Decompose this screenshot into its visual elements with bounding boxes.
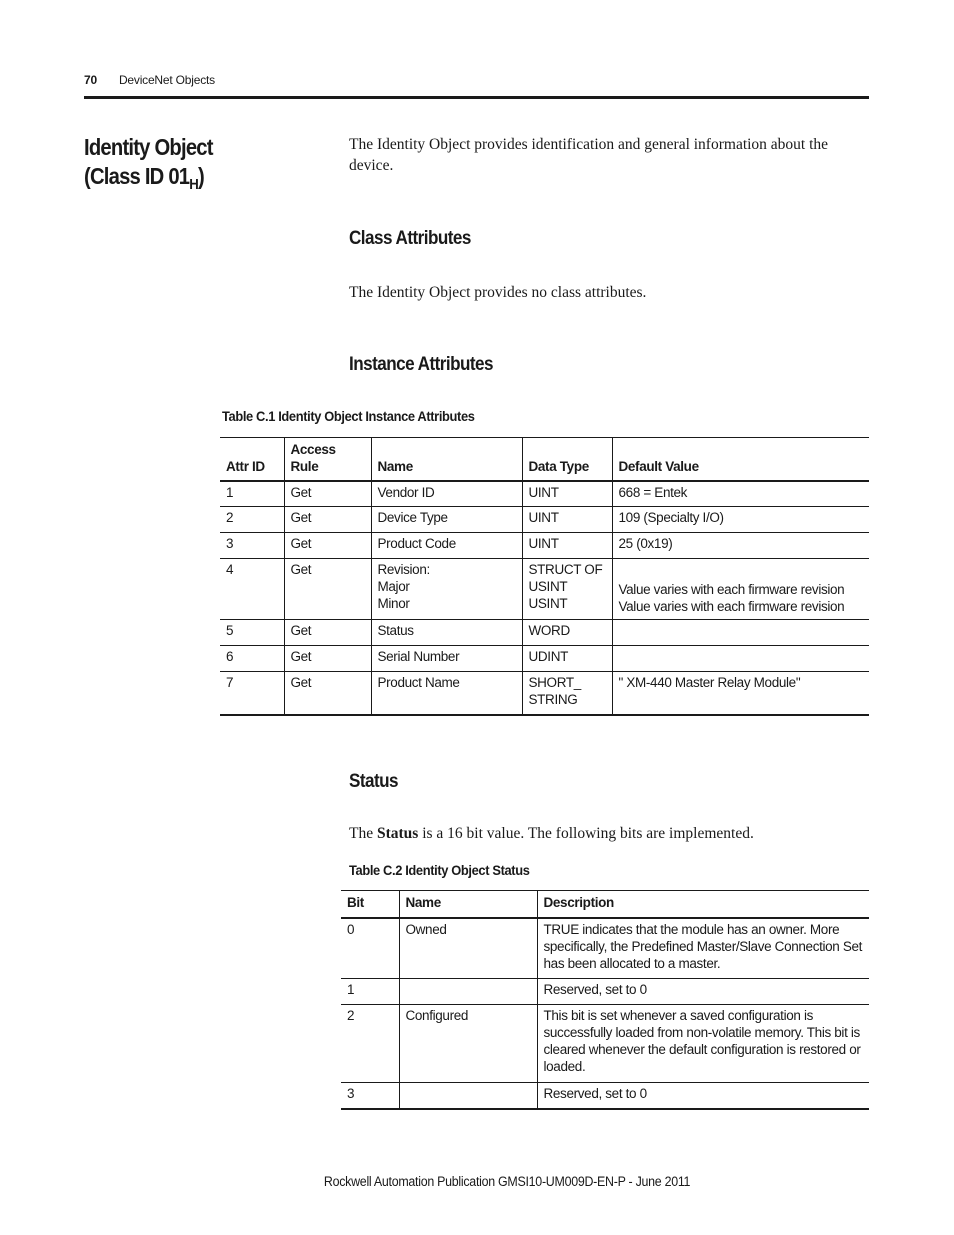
col-bit: Bit xyxy=(347,895,364,911)
col-name: Name xyxy=(371,438,522,481)
data-type-line: STRING xyxy=(528,692,578,707)
access-rule: Get xyxy=(284,620,371,646)
col-data-type: Data Type xyxy=(522,438,612,481)
data-type xyxy=(522,672,612,715)
default-value-line: Value varies with each firmware revision xyxy=(618,582,845,597)
default-value-line: Value varies with each firmware revision xyxy=(618,599,845,614)
default-value: 25 (0x19) xyxy=(612,533,869,559)
instance-attributes-table xyxy=(220,437,869,716)
default-value: " XM-440 Master Relay Module" xyxy=(612,672,869,715)
table-row xyxy=(220,507,869,533)
data-type: UDINT xyxy=(522,646,612,672)
title-suffix: ) xyxy=(198,163,204,189)
attr-name: Product Name xyxy=(371,672,522,715)
data-type-line: USINT xyxy=(528,596,568,611)
access-rule: Get xyxy=(284,559,371,620)
page-title-line1: Identity Object xyxy=(84,134,213,160)
page-number: 70 xyxy=(84,73,97,87)
data-type: UINT xyxy=(522,533,612,559)
data-type: UINT xyxy=(522,507,612,533)
page-title xyxy=(84,133,295,191)
status-table-caption: Table C.2 Identity Object Status xyxy=(349,862,530,878)
table-header-row xyxy=(220,438,869,481)
bit-number: 0 xyxy=(347,921,355,937)
attr-id: 2 xyxy=(226,510,234,525)
table-header-row xyxy=(341,891,869,918)
intro-paragraph: The Identity Object provides identification and general information about the device. xyxy=(349,136,829,174)
table-row xyxy=(220,672,869,715)
attr-name-line: Revision: xyxy=(377,562,430,577)
status-text-prefix: The xyxy=(349,825,377,842)
bit-number: 2 xyxy=(347,1008,355,1023)
col-access-rule xyxy=(284,438,371,481)
header-rule xyxy=(84,96,869,99)
default-value xyxy=(612,559,869,620)
attr-id: 3 xyxy=(226,536,234,551)
bit-number: 1 xyxy=(347,982,355,997)
bit-name xyxy=(399,979,537,1005)
status-table xyxy=(341,890,869,1110)
table-row xyxy=(220,533,869,559)
attr-name-line: Minor xyxy=(377,596,410,611)
bit-name: Configured xyxy=(399,1005,537,1083)
status-paragraph xyxy=(349,823,869,844)
instance-attributes-heading: Instance Attributes xyxy=(349,354,493,375)
attr-id: 7 xyxy=(226,675,234,690)
class-attributes-heading: Class Attributes xyxy=(349,228,471,249)
publication-info: Rockwell Automation Publication GMSI10-UM009D-EN-P - June 2011 xyxy=(323,1174,691,1189)
table-row xyxy=(341,1083,869,1109)
instance-table-caption: Table C.1 Identity Object Instance Attributes xyxy=(222,408,475,424)
attr-id: 6 xyxy=(226,649,234,664)
table-row xyxy=(220,620,869,646)
col-default-value: Default Value xyxy=(612,438,869,481)
running-header xyxy=(84,73,215,87)
status-heading: Status xyxy=(349,771,399,792)
section-name: DeviceNet Objects xyxy=(118,73,215,87)
access-rule: Get xyxy=(284,481,371,507)
attr-name: Product Code xyxy=(371,533,522,559)
table-row xyxy=(341,979,869,1005)
access-rule: Get xyxy=(284,533,371,559)
data-type: WORD xyxy=(522,620,612,646)
access-rule: Get xyxy=(284,646,371,672)
bit-number: 3 xyxy=(347,1086,355,1101)
table-row xyxy=(341,918,869,979)
col-description: Description xyxy=(537,891,869,918)
attr-name: Serial Number xyxy=(371,646,522,672)
attr-name: Device Type xyxy=(371,507,522,533)
default-value xyxy=(612,620,869,646)
bit-description: This bit is set whenever a saved configuration is successfully loaded from non-volatile memory. This bit is cleared whenever the default configuration is restored or loaded. xyxy=(537,1005,869,1083)
data-type-line: STRUCT OF xyxy=(528,562,603,577)
status-text-suffix: is a 16 bit value. The following bits are implemented. xyxy=(418,825,754,842)
page-title-line2 xyxy=(84,162,295,191)
data-type-line: USINT xyxy=(528,579,568,594)
data-type: UINT xyxy=(522,481,612,507)
default-value: 109 (Specialty I/O) xyxy=(612,507,869,533)
attr-id: 5 xyxy=(226,623,234,638)
bit-name xyxy=(399,1083,537,1109)
data-type xyxy=(522,559,612,620)
table-row xyxy=(220,559,869,620)
table-row xyxy=(341,1005,869,1083)
bit-description: Reserved, set to 0 xyxy=(537,1083,869,1109)
col-attr-id: Attr ID xyxy=(226,458,265,474)
bit-name: Owned xyxy=(399,918,537,979)
class-attributes-text: The Identity Object provides no class attributes. xyxy=(349,284,647,301)
table-row xyxy=(220,481,869,507)
attr-name xyxy=(371,559,522,620)
title-prefix: (Class ID 01 xyxy=(84,163,190,189)
col-name: Name xyxy=(399,891,537,918)
data-type-line: SHORT_ xyxy=(528,675,581,690)
page-footer xyxy=(0,1174,954,1189)
attr-name: Vendor ID xyxy=(371,481,522,507)
access-rule: Get xyxy=(284,507,371,533)
attr-id: 4 xyxy=(226,562,234,577)
default-value xyxy=(612,646,869,672)
attr-id: 1 xyxy=(226,484,234,500)
attr-name: Status xyxy=(371,620,522,646)
table-row xyxy=(220,646,869,672)
access-rule: Get xyxy=(284,672,371,715)
bit-description: TRUE indicates that the module has an owner. More specifically, the Predefined Master/Slave Connection Set has been allocated to a master. xyxy=(537,918,869,979)
attr-name-line: Major xyxy=(377,579,410,594)
status-text-bold: Status xyxy=(376,825,419,842)
bit-description: Reserved, set to 0 xyxy=(537,979,869,1005)
col-access-rule-label: Access Rule xyxy=(290,441,336,474)
title-subscript: H xyxy=(189,176,199,193)
default-value: 668 = Entek xyxy=(612,481,869,507)
